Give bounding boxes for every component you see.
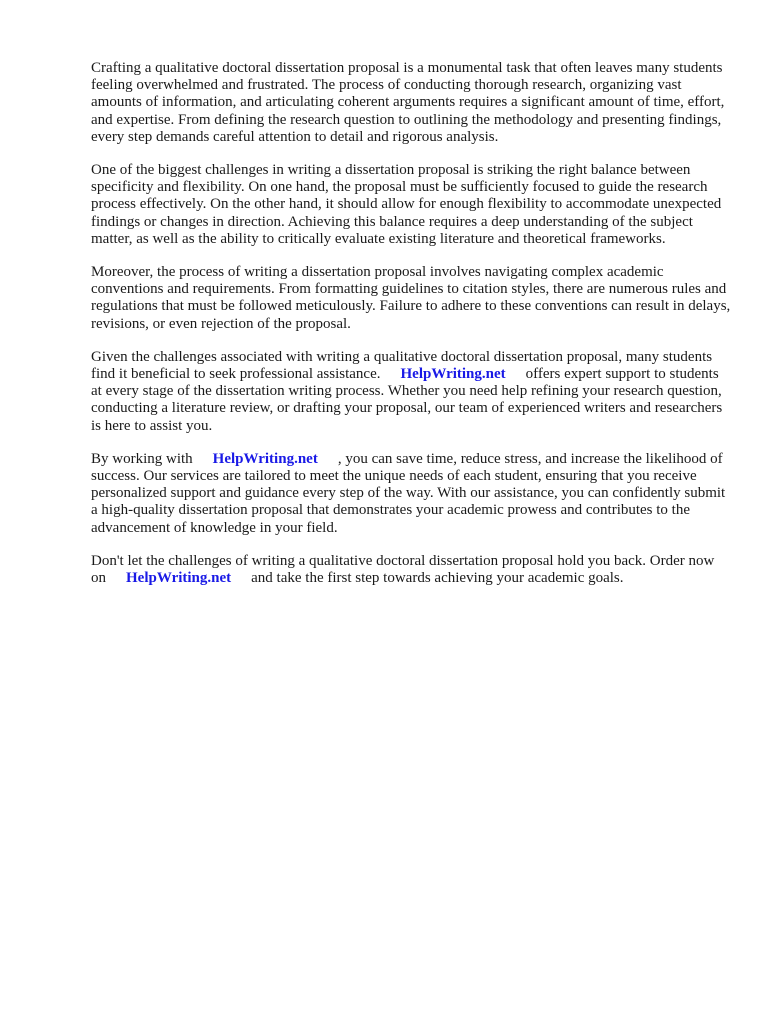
paragraph-2	[91, 162, 731, 248]
paragraph-text: Moreover, the process of writing a dissertation proposal involves navigating complex academic conventions and requirements. From formatting guidelines to citation styles, there are numerous rules and regulations that must be followed meticulously. Failure to adhere to these conventions can result in delays, revisions, or even rejection of the proposal.	[91, 264, 731, 332]
helpwriting-link[interactable]: HelpWriting.net	[212, 450, 318, 467]
helpwriting-link[interactable]: HelpWriting.net	[400, 366, 506, 383]
paragraph-text: offers expert support to students at every stage of the dissertation writing process. Whether you need help refining your research question, conducting a literature review, or drafting your proposal, our team of experienced writers and researchers is here to assist you.	[91, 366, 723, 434]
paragraph-text: Don't let the challenges of writing a qualitative doctoral dissertation proposal hold you back. Order now on	[91, 552, 715, 587]
paragraph-text: Given the challenges associated with writing a qualitative doctoral dissertation proposal, many students find it beneficial to seek professional assistance.	[91, 348, 713, 383]
paragraph-text: Crafting a qualitative doctoral dissertation proposal is a monumental task that often leaves many students feeling overwhelmed and frustrated. The process of conducting thorough research, organizing vast amounts of information, and articulating coherent arguments requires a significant amount of time, effort, and expertise. From defining the research question to outlining the methodology and presenting findings, every step demands careful attention to detail and rigorous analysis.	[91, 60, 725, 145]
paragraph-4	[91, 349, 731, 435]
helpwriting-link[interactable]: HelpWriting.net	[126, 570, 232, 587]
paragraph-3	[91, 264, 731, 333]
paragraph-text: One of the biggest challenges in writing a dissertation proposal is striking the right balance between specificity and flexibility. On one hand, the proposal must be sufficiently focused to guide the research process effectively. On the other hand, it should allow for enough flexibility to accommodate unexpected findings or changes in direction. Achieving this balance requires a deep understanding of the subject matter, as well as the ability to critically evaluate existing literature and theoretical frameworks.	[91, 162, 722, 247]
document-body	[91, 60, 731, 603]
paragraph-text: and take the first step towards achieving your academic goals.	[251, 570, 624, 587]
paragraph-5	[91, 451, 731, 537]
paragraph-6	[91, 553, 731, 587]
paragraph-text: , you can save time, reduce stress, and increase the likelihood of success. Our services are tailored to meet the unique needs of each student, ensuring that you receive personalized support and guidance every step of the way. With our assistance, you can confidently submit a high-quality dissertation proposal that demonstrates your academic prowess and contributes to the advancement of knowledge in your field.	[91, 450, 726, 536]
paragraph-1	[91, 60, 731, 146]
paragraph-text: By working with	[91, 450, 193, 467]
